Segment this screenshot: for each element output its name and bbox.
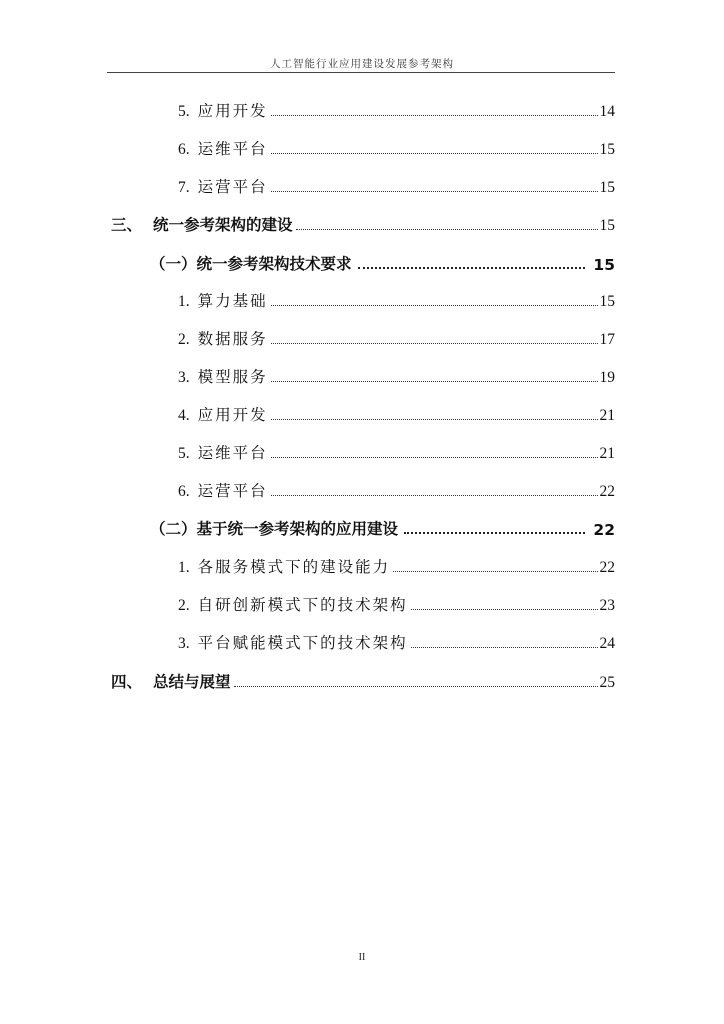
dot-leader bbox=[393, 571, 597, 572]
toc-page-number: 14 bbox=[599, 103, 615, 120]
toc-label: 运维平台 bbox=[197, 140, 268, 158]
toc-entry[interactable] bbox=[178, 593, 615, 615]
toc-entry[interactable] bbox=[178, 99, 615, 121]
toc-chapter-entry[interactable] bbox=[111, 670, 615, 692]
toc-label: 自研创新模式下的技术架构 bbox=[197, 596, 408, 614]
toc-number: 3. bbox=[178, 369, 190, 386]
dot-leader bbox=[271, 457, 598, 458]
toc-page-number: 15 bbox=[599, 179, 615, 196]
toc-page-number: 21 bbox=[599, 445, 615, 462]
running-header: 人工智能行业应用建设发展参考架构 bbox=[270, 58, 454, 70]
dot-leader bbox=[411, 647, 598, 648]
toc-section-entry[interactable] bbox=[150, 252, 615, 274]
toc-page-number: 22 bbox=[599, 559, 615, 576]
toc-number: 2. bbox=[178, 331, 190, 348]
toc-page-number: 24 bbox=[599, 635, 615, 652]
dot-leader bbox=[296, 229, 598, 230]
dot-leader bbox=[271, 305, 598, 306]
toc-label: 运营平台 bbox=[197, 178, 268, 196]
toc-label: 各服务模式下的建设能力 bbox=[197, 558, 391, 576]
toc-chapter-entry[interactable] bbox=[111, 213, 615, 235]
toc-label: 算力基础 bbox=[197, 292, 268, 310]
toc-label: 总结与展望 bbox=[153, 673, 231, 691]
toc-entry[interactable] bbox=[178, 631, 615, 653]
toc-number: 1. bbox=[178, 293, 190, 310]
toc-page-number: 22 bbox=[593, 521, 615, 539]
toc-number: 6. bbox=[178, 483, 190, 500]
toc-entry[interactable] bbox=[178, 289, 615, 311]
toc-number: 5. bbox=[178, 445, 190, 462]
toc-page-number: 19 bbox=[599, 369, 615, 386]
toc-number: 3. bbox=[178, 635, 190, 652]
toc-entry[interactable] bbox=[178, 175, 615, 197]
toc-page-number: 25 bbox=[599, 674, 615, 691]
dot-leader bbox=[411, 609, 598, 610]
toc-page-number: 15 bbox=[593, 256, 615, 274]
toc-chapter-number: 三、 bbox=[111, 216, 143, 234]
toc-entry[interactable] bbox=[178, 479, 615, 501]
toc-label: 运维平台 bbox=[197, 444, 268, 462]
dot-leader bbox=[271, 381, 598, 382]
toc-number: 7. bbox=[178, 179, 190, 196]
toc-page-number: 15 bbox=[599, 141, 615, 158]
toc-number: 4. bbox=[178, 407, 190, 424]
toc-page-number: 17 bbox=[599, 331, 615, 348]
header-rule bbox=[107, 72, 615, 73]
toc-chapter-number: 四、 bbox=[111, 673, 143, 691]
dot-leader bbox=[271, 115, 598, 116]
toc-number: 2. bbox=[178, 597, 190, 614]
toc-label: 模型服务 bbox=[197, 368, 268, 386]
toc-label: （二）基于统一参考架构的应用建设 bbox=[150, 520, 399, 538]
toc-label: 数据服务 bbox=[197, 330, 268, 348]
toc-section-entry[interactable] bbox=[150, 517, 615, 539]
toc-label: 应用开发 bbox=[197, 406, 268, 424]
toc-entry[interactable] bbox=[178, 137, 615, 159]
toc-label: 运营平台 bbox=[197, 482, 268, 500]
dot-leader bbox=[358, 267, 586, 269]
toc-page-number: 23 bbox=[599, 597, 615, 614]
toc-page-number: 21 bbox=[599, 407, 615, 424]
toc-entry[interactable] bbox=[178, 327, 615, 349]
toc-label: （一）统一参考架构技术要求 bbox=[150, 255, 352, 273]
toc-entry[interactable] bbox=[178, 365, 615, 387]
toc-number: 1. bbox=[178, 559, 190, 576]
dot-leader bbox=[271, 495, 598, 496]
dot-leader bbox=[234, 686, 598, 687]
toc-page-number: 22 bbox=[599, 483, 615, 500]
toc-entry[interactable] bbox=[178, 403, 615, 425]
dot-leader bbox=[271, 153, 598, 154]
toc-label: 平台赋能模式下的技术架构 bbox=[197, 634, 408, 652]
page-number: II bbox=[358, 952, 366, 963]
dot-leader bbox=[271, 191, 598, 192]
toc-number: 5. bbox=[178, 103, 190, 120]
toc-label: 统一参考架构的建设 bbox=[153, 216, 293, 234]
toc-number: 6. bbox=[178, 141, 190, 158]
dot-leader bbox=[271, 419, 598, 420]
toc-entry[interactable] bbox=[178, 441, 615, 463]
toc-page-number: 15 bbox=[599, 293, 615, 310]
toc-page-number: 15 bbox=[599, 217, 615, 234]
dot-leader bbox=[271, 343, 598, 344]
toc-label: 应用开发 bbox=[197, 102, 268, 120]
toc-entry[interactable] bbox=[178, 555, 615, 577]
dot-leader bbox=[404, 532, 585, 534]
